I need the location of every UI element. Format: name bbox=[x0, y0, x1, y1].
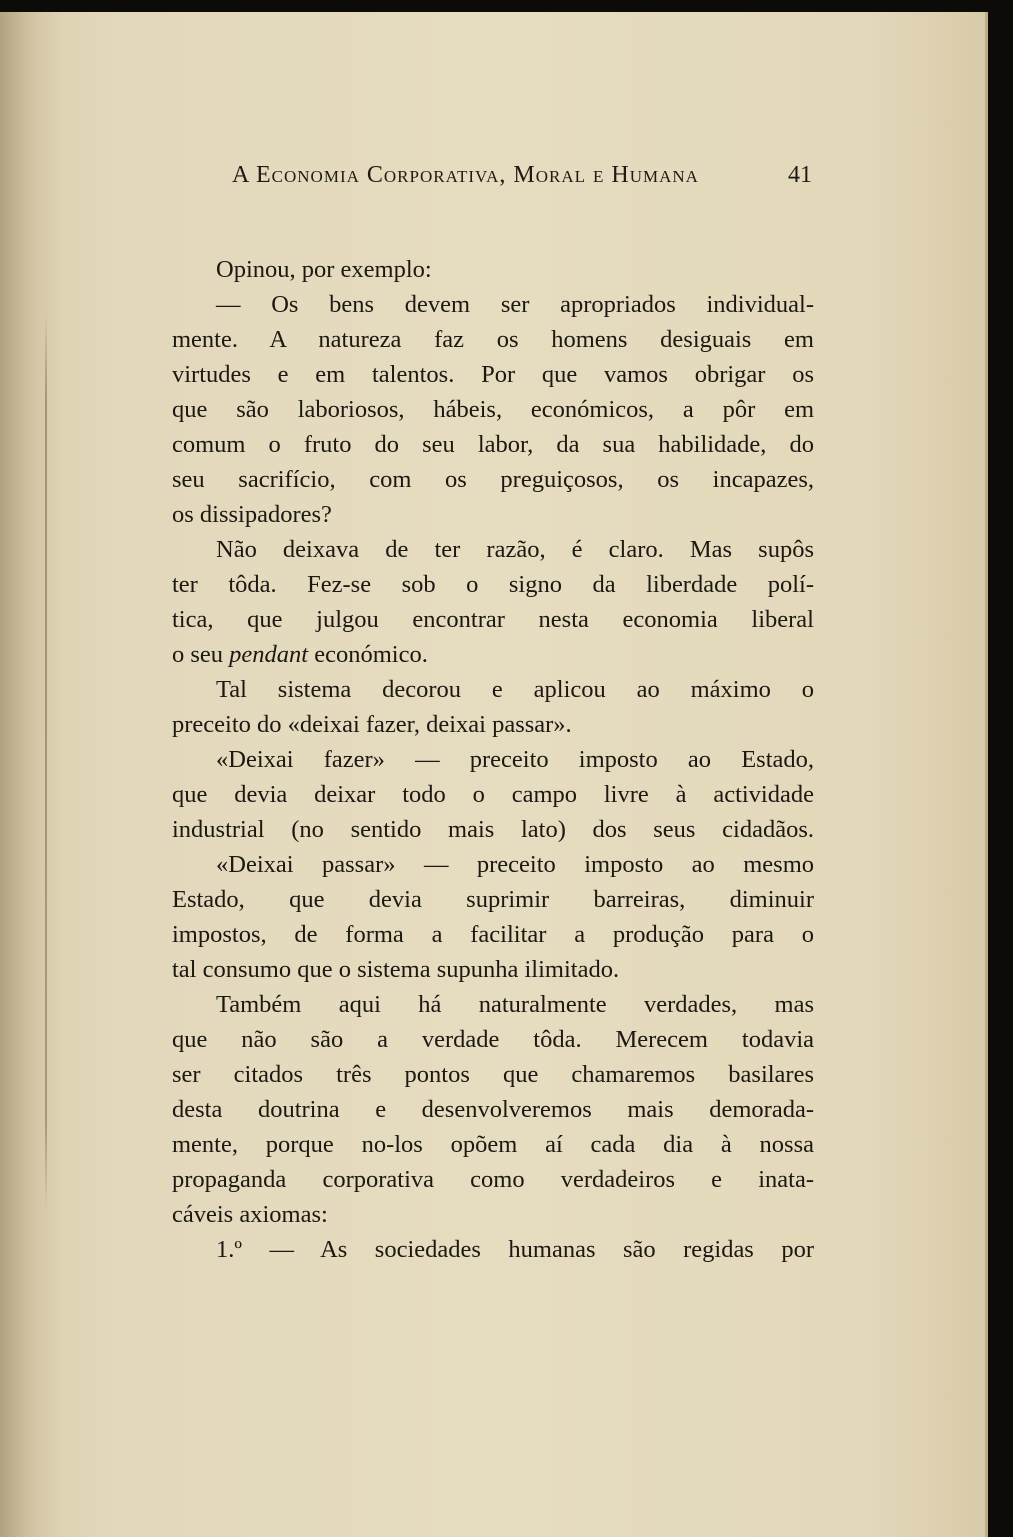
text-line: Tal sistema decorou e aplicou ao máximo o bbox=[216, 676, 814, 703]
binding-gutter-shadow bbox=[0, 12, 62, 1537]
body-text bbox=[172, 252, 814, 1267]
text-line: mente, porque no-los opõem aí cada dia à nossa bbox=[172, 1131, 814, 1158]
text-line: preceito do «deixai fazer, deixai passar». bbox=[172, 711, 572, 738]
text-line: que são laboriosos, hábeis, económicos, a pôr em bbox=[172, 396, 814, 423]
text-line: tica, que julgou encontrar nesta economia liberal bbox=[172, 606, 814, 633]
running-title: A Economia Corporativa, Moral e Humana bbox=[232, 162, 699, 188]
text-line: os dissipadores? bbox=[172, 501, 332, 528]
text-line: propaganda corporativa como verdadeiros e inata- bbox=[172, 1166, 814, 1193]
text-line: tal consumo que o sistema supunha ilimitado. bbox=[172, 956, 620, 983]
text-line: mente. A natureza faz os homens desiguais em bbox=[172, 326, 814, 353]
book-page bbox=[0, 12, 988, 1537]
binding-crease bbox=[45, 312, 47, 1212]
italic-term: pendant bbox=[229, 641, 309, 668]
text-line: Estado, que devia suprimir barreiras, diminuir bbox=[172, 886, 814, 913]
text-line: «Deixai fazer» — preceito imposto ao Estado, bbox=[216, 746, 814, 773]
running-head bbox=[232, 162, 812, 202]
text-line: que não são a verdade tôda. Merecem todavia bbox=[172, 1026, 814, 1053]
text-line bbox=[172, 637, 814, 672]
text-line: industrial (no sentido mais lato) dos seus cidadãos. bbox=[172, 816, 814, 843]
text-line: Não deixava de ter razão, é claro. Mas supôs bbox=[216, 536, 814, 563]
text-line: — Os bens devem ser apropriados individual- bbox=[216, 291, 814, 318]
text-line: impostos, de forma a facilitar a produção para o bbox=[172, 921, 814, 948]
text-segment: o seu bbox=[172, 641, 230, 668]
text-line: cáveis axiomas: bbox=[172, 1201, 328, 1228]
text-line: Também aqui há naturalmente verdades, mas bbox=[216, 991, 814, 1018]
text-line: 1.º — As sociedades humanas são regidas por bbox=[216, 1236, 814, 1263]
text-line: virtudes e em talentos. Por que vamos obrigar os bbox=[172, 361, 814, 388]
page-number: 41 bbox=[788, 162, 812, 188]
text-line: desta doutrina e desenvolveremos mais demorada- bbox=[172, 1096, 814, 1123]
text-line: ter tôda. Fez-se sob o signo da liberdade polí- bbox=[172, 571, 814, 598]
text-line: seu sacrifício, com os preguiçosos, os incapazes, bbox=[172, 466, 814, 493]
text-line: «Deixai passar» — preceito imposto ao mesmo bbox=[216, 851, 814, 878]
text-line: comum o fruto do seu labor, da sua habilidade, do bbox=[172, 431, 814, 458]
text-line: que devia deixar todo o campo livre à actividade bbox=[172, 781, 814, 808]
text-line: ser citados três pontos que chamaremos basilares bbox=[172, 1061, 814, 1088]
text-line: Opinou, por exemplo: bbox=[216, 256, 432, 283]
text-segment: económico. bbox=[308, 641, 428, 668]
